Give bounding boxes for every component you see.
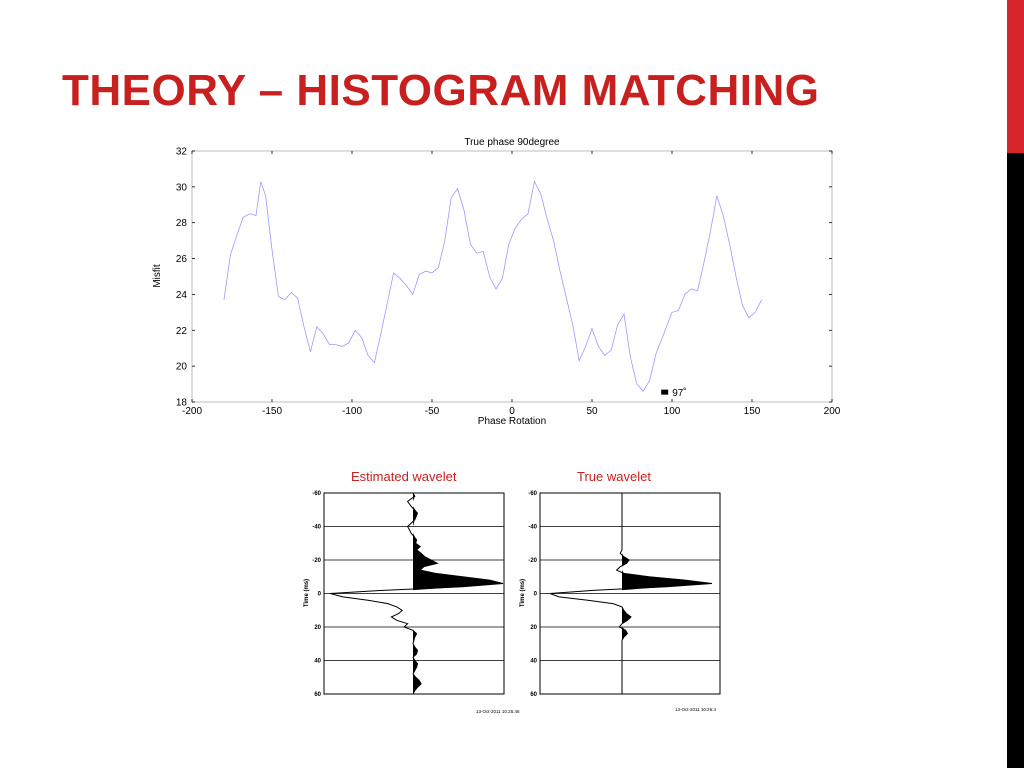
y-tick-label: 28 [175, 218, 187, 230]
y-tick-label: 32 [175, 146, 187, 158]
wavelet-timestamp: 13-Oct-2011 10:25:46 [476, 709, 520, 714]
y-tick-label: 26 [175, 254, 187, 266]
misfit-chart [140, 130, 860, 430]
x-tick-label: -200 [181, 406, 203, 417]
true-wavelet-panel [512, 485, 742, 715]
y-tick-label: 30 [175, 182, 187, 194]
x-tick-label: 200 [823, 406, 841, 417]
wavelet-tick-label: -60 [528, 491, 537, 497]
estimated-wavelet-panel [296, 485, 526, 715]
x-tick-label: 150 [743, 406, 761, 417]
accent-bar-red [1007, 0, 1024, 153]
x-axis-label: Phase Rotation [477, 416, 547, 427]
wavelet-tick-label: 20 [530, 625, 537, 631]
wavelet-tick-label: -40 [528, 524, 537, 531]
wavelet-tick-label: 0 [317, 591, 321, 598]
minimum-marker [661, 390, 668, 395]
estimated-wavelet-title: Estimated wavelet [351, 469, 457, 484]
wavelet-tick-label: 40 [530, 658, 537, 665]
wavelet-tick-label: 60 [530, 692, 537, 698]
wavelet-tick-label: 60 [314, 692, 321, 698]
wavelet-tick-label: 20 [314, 625, 321, 631]
y-tick-label: 18 [175, 397, 187, 409]
y-tick-label: 20 [175, 361, 187, 373]
chart-title: True phase 90degree [464, 137, 560, 148]
y-axis-label: Misfit [152, 264, 163, 288]
wavelet-tick-label: -40 [312, 524, 321, 531]
wavelet-tick-label: -20 [312, 558, 321, 564]
x-tick-label: 0 [509, 406, 515, 417]
x-tick-label: -100 [341, 406, 363, 417]
x-tick-label: 100 [663, 406, 681, 417]
y-tick-label: 22 [175, 325, 187, 337]
wavelet-timestamp: 13-Oct-2011 10:26:4 [675, 707, 716, 712]
wavelet-tick-label: 40 [314, 658, 321, 665]
wavelet-tick-label: -20 [528, 558, 537, 564]
wavelet-y-label: Time (ms) [520, 578, 526, 608]
accent-bar-black [1007, 153, 1024, 768]
wavelet-tick-label: 0 [533, 591, 537, 598]
y-tick-label: 24 [175, 289, 187, 301]
x-tick-label: 50 [586, 406, 598, 417]
x-tick-label: -150 [261, 406, 283, 417]
wavelet-y-label: Time (ms) [304, 578, 310, 608]
true-wavelet-title: True wavelet [577, 469, 651, 484]
slide-title: THEORY – HISTOGRAM MATCHING [62, 66, 820, 115]
misfit-series-line [224, 182, 762, 392]
x-tick-label: -50 [424, 406, 440, 417]
minimum-annotation: 97˚ [672, 388, 687, 400]
wavelet-tick-label: -60 [312, 491, 321, 497]
